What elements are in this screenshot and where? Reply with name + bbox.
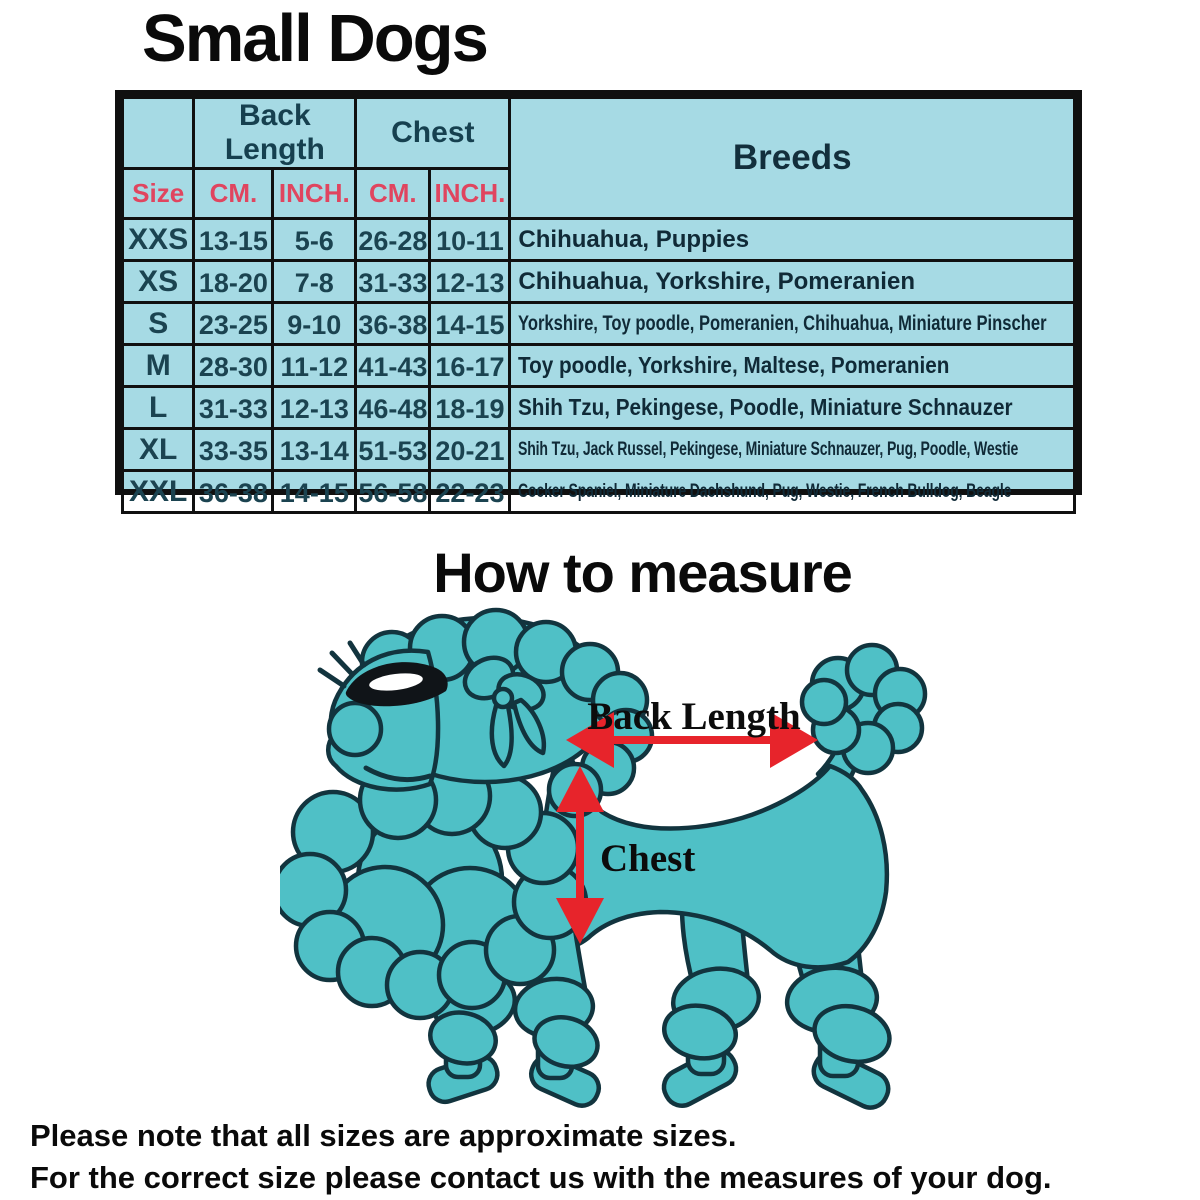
- how-to-measure-title: How to measure: [433, 541, 852, 604]
- dog-measure-diagram: [280, 600, 960, 1120]
- chest-ruffle: [280, 758, 586, 1018]
- chest-cm-value: 51-53: [356, 429, 430, 471]
- nose: [329, 703, 381, 755]
- chest-inch-value: 14-15: [430, 303, 510, 345]
- back-length-label: Back Length: [587, 695, 801, 738]
- breeds-value: Chihuahua, Yorkshire, Pomeranien: [510, 261, 1075, 303]
- chest-inch-header: INCH.: [430, 169, 510, 219]
- size-value: XL: [123, 429, 194, 471]
- back-length-group-header: Back Length: [194, 98, 356, 169]
- back-inch-value: 5-6: [273, 219, 356, 261]
- table-row-l: [123, 387, 1075, 429]
- table-row-xxl: [123, 471, 1075, 513]
- breeds-value: Toy poodle, Yorkshire, Maltese, Pomeranien: [510, 345, 1075, 387]
- size-table-grid: [121, 96, 1076, 514]
- breeds-value: Yorkshire, Toy poodle, Pomeranien, Chihuahua, Miniature Pinscher: [510, 303, 1075, 345]
- size-value: L: [123, 387, 194, 429]
- back-inch-value: 13-14: [273, 429, 356, 471]
- back-cm-value: 31-33: [194, 387, 273, 429]
- table-group-header-row: [123, 98, 1075, 169]
- chest-label: Chest: [600, 837, 696, 880]
- chest-cm-value: 46-48: [356, 387, 430, 429]
- breeds-value: Cocker Spaniel, Miniature Dachshund, Pug, Westie, French Bulldog, Beagle: [510, 471, 1075, 513]
- back-cm-value: 13-15: [194, 219, 273, 261]
- back-cm-value: 23-25: [194, 303, 273, 345]
- chest-inch-value: 12-13: [430, 261, 510, 303]
- size-value: M: [123, 345, 194, 387]
- breeds-header: Breeds: [510, 98, 1075, 219]
- chest-inch-value: 18-19: [430, 387, 510, 429]
- chest-inch-value: 20-21: [430, 429, 510, 471]
- breeds-value: Shih Tzu, Jack Russel, Pekingese, Miniature Schnauzer, Pug, Poodle, Westie: [510, 429, 1075, 471]
- back-inch-value: 12-13: [273, 387, 356, 429]
- chest-cm-value: 56-58: [356, 471, 430, 513]
- size-value: XXS: [123, 219, 194, 261]
- breeds-value: Shih Tzu, Pekingese, Poodle, Miniature Schnauzer: [510, 387, 1075, 429]
- chest-inch-value: 10-11: [430, 219, 510, 261]
- chest-inch-value: 16-17: [430, 345, 510, 387]
- back-cm-value: 28-30: [194, 345, 273, 387]
- back-cm-value: 18-20: [194, 261, 273, 303]
- back-inch-value: 9-10: [273, 303, 356, 345]
- chest-cm-value: 41-43: [356, 345, 430, 387]
- chest-cm-header: CM.: [356, 169, 430, 219]
- size-value: XXL: [123, 471, 194, 513]
- table-row-s: [123, 303, 1075, 345]
- back-inch-header: INCH.: [273, 169, 356, 219]
- size-table: [115, 90, 1082, 508]
- back-cm-value: 36-38: [194, 471, 273, 513]
- chest-cm-value: 31-33: [356, 261, 430, 303]
- breeds-value: Chihuahua, Puppies: [510, 219, 1075, 261]
- note-line-1: Please note that all sizes are approximate sizes.: [30, 1118, 737, 1153]
- back-inch-value: 14-15: [273, 471, 356, 513]
- page-title: Small Dogs: [142, 1, 487, 76]
- size-value: S: [123, 303, 194, 345]
- size-header: Size: [123, 169, 194, 219]
- back-inch-value: 7-8: [273, 261, 356, 303]
- size-value: XS: [123, 261, 194, 303]
- back-cm-value: 33-35: [194, 429, 273, 471]
- note-line-2: For the correct size please contact us with the measures of your dog.: [30, 1160, 1052, 1195]
- table-row-m: [123, 345, 1075, 387]
- back-inch-value: 11-12: [273, 345, 356, 387]
- tail-pompom: [802, 645, 925, 773]
- chest-cm-value: 36-38: [356, 303, 430, 345]
- corner-cell: [123, 98, 194, 169]
- table-row-xs: [123, 261, 1075, 303]
- back-cm-header: CM.: [194, 169, 273, 219]
- chest-cm-value: 26-28: [356, 219, 430, 261]
- chest-group-header: Chest: [356, 98, 510, 169]
- chest-inch-value: 22-23: [430, 471, 510, 513]
- table-row-xl: [123, 429, 1075, 471]
- table-row-xxs: [123, 219, 1075, 261]
